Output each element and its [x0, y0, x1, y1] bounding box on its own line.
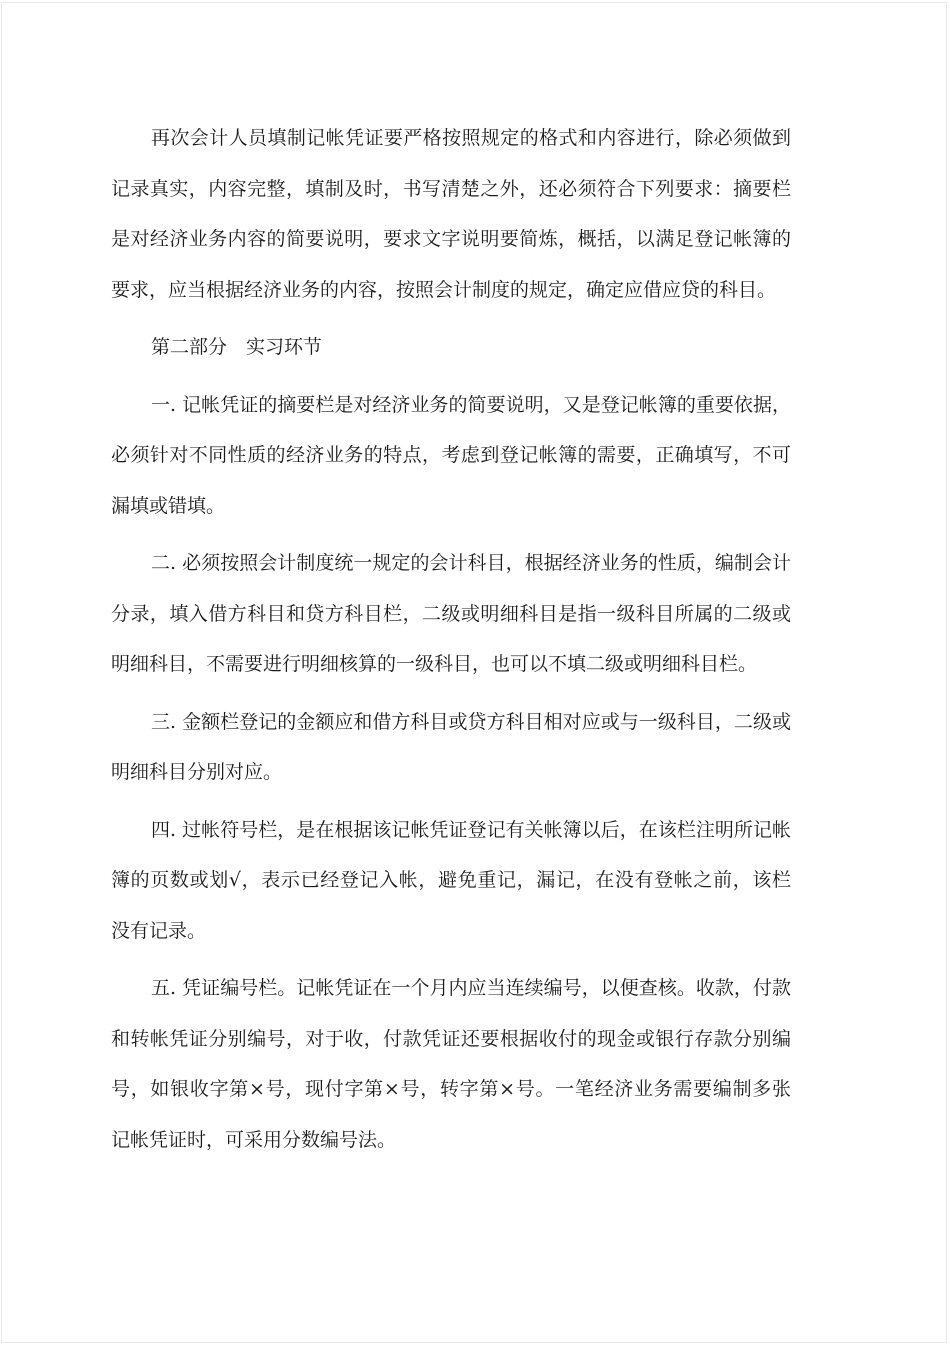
text-line: 号，如银收字第×号，现付字第×号，转字第×号。一笔经济业务需要编制多张	[111, 1078, 791, 1100]
text-line: 三. 金额栏登记的金额应和借方科目或贷方科目相对应或与一级科目，二级或	[151, 710, 791, 733]
document-body	[111, 113, 791, 1165]
text-line: 明细科目分别对应。	[111, 761, 283, 783]
text-line: 五. 凭证编号栏。记帐凭证在一个月内应当连续编号，以便查核。收款，付款	[151, 977, 791, 999]
text-line: 漏填或错填。	[111, 494, 226, 517]
text-line: 和转帐凭证分别编号，对于收，付款凭证还要根据收付的现金或银行存款分别编	[111, 1027, 791, 1050]
paragraph-intro	[111, 113, 791, 315]
text-line: 明细科目，不需要进行明细核算的一级科目，也可以不填二级或明细科目栏。	[111, 653, 758, 675]
text-line: 四. 过帐符号栏，是在根据该记帐凭证登记有关帐簿以后，在该栏注明所记帐	[151, 818, 791, 841]
text-line: 二. 必须按照会计制度统一规定的会计科目，根据经济业务的性质，编制会计	[151, 552, 791, 574]
paragraph-item-1	[111, 380, 791, 532]
paragraph-item-3	[111, 697, 791, 798]
text-line: 簿的页数或划√，表示已经登记入帐，避免重记，漏记，在没有登帐之前，该栏	[111, 869, 791, 891]
paragraph-item-5	[111, 963, 791, 1165]
text-line: 要求，应当根据经济业务的内容，按照会计制度的规定，确定应借应贷的科目。	[111, 278, 777, 301]
paragraph-item-4	[111, 805, 791, 957]
text-line: 分录，填入借方科目和贷方科目栏，二级或明细科目是指一级科目所属的二级或	[111, 602, 791, 625]
paragraph-item-2	[111, 538, 791, 690]
document-page	[1, 2, 947, 1343]
text-line: 是对经济业务内容的简要说明，要求文字说明要简炼，概括，以满足登记帐簿的	[111, 228, 791, 250]
text-line: 一. 记帐凭证的摘要栏是对经济业务的简要说明，又是登记帐簿的重要依据，	[151, 393, 791, 416]
text-line: 必须针对不同性质的经济业务的特点，考虑到登记帐簿的需要，正确填写，不可	[111, 444, 791, 466]
text-line: 记录真实，内容完整，填制及时，书写清楚之外，还必须符合下列要求：摘要栏	[111, 177, 791, 200]
section-heading	[111, 322, 791, 373]
heading-text: 第二部分 实习环节	[151, 336, 323, 358]
text-line: 没有记录。	[111, 919, 207, 942]
text-line: 再次会计人员填制记帐凭证要严格按照规定的格式和内容进行，除必须做到	[151, 127, 791, 149]
text-line: 记帐凭证时，可采用分数编号法。	[111, 1128, 397, 1151]
